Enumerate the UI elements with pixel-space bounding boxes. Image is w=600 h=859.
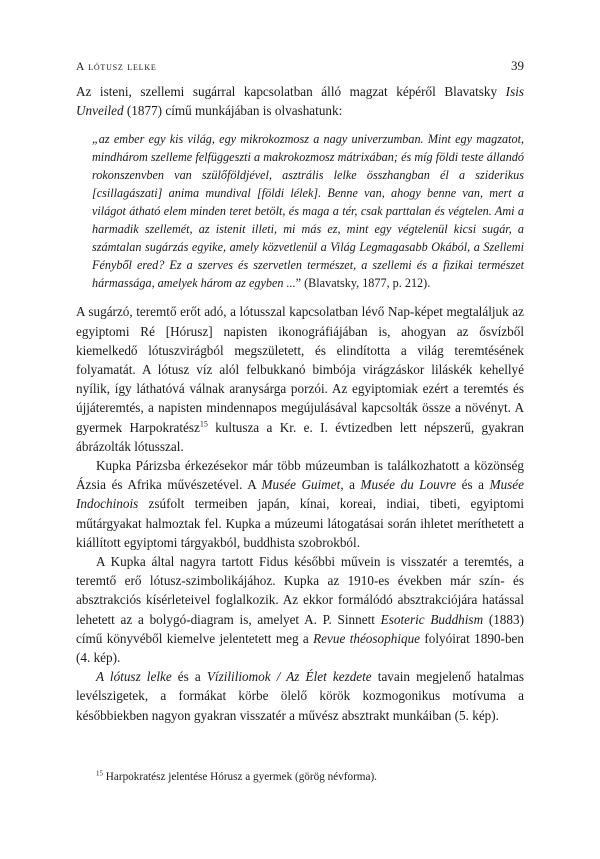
paragraph-4: A lótusz lelke és a Vízililiomok / Az Élet kezdete tavain megjelenő hatalmas levélszigetek, a formákat körbe ölelő körök kozmogonikus motívuma a későbbiekben nagyon gyakran visszatér a művész absztrakt munkáiban (5. kép). bbox=[76, 669, 525, 723]
book-title: Isis Unveiled bbox=[76, 84, 524, 119]
quote-citation: ” (Blavatsky, 1877, p. 212). bbox=[295, 276, 431, 291]
running-header bbox=[76, 58, 524, 74]
paragraph-1: A sugárzó, teremtő erőt adó, a lótusszal kapcsolatban lévő Nap-képet megtaláljuk az egyiptomi Ré [Hórusz] napisten ikonográfiájában is, ahogyan az ősvízből kiemelkedő lótuszvirágból megszületett, és elindította a világ teremtésének folyamatát. A lótusz víz alól felbukkanó bimbója virágzáskor liláskék kehellyé nyílik, így láthatóvá válnak aranysárga porzói. Az egyiptomiak ezért a teremtés és újjáteremtés, a napisten mindennapos megújulásával kapcsolták össze a növényt. A gyermek Harpokratész$^{15}$ kultusza a Kr. e. I. évtizedben lett népszerű, gyakran ábrázolták lótusszal. bbox=[76, 304, 525, 454]
main-text bbox=[76, 82, 524, 725]
footnote-ref: 15 bbox=[199, 419, 208, 429]
block-quote: „az ember egy kis világ, egy mikrokozmosz a nagy univerzumban. Mint egy magzatot, mindhárom szelleme felfüggeszti a makrokozmosz mátrixában; és míg földi teste állandó rokonszenvben van szülőföldjével, asztrális lelke összhangban él a sziderikus [csillagászati] anima mundival [földi lélek]. Benne van, ahogy benne van, mert a világot átható elem minden teret betölt, és maga a tér, csak parttalan és végtelen. Ami a harmadik szellemét, az istenit illeti, mi más ez, mint egy végtelenül kicsi sugár, a számtalan sugárzás egyike, amely közvetlenül a Világ Legmagasabb Okából, a Szellemi Fényből ered? Ez a szerves és szervetlen természet, a szellemi és a fizikai természet hármassága, amelyek három az egyben ...” (Blavatsky, 1877, p. 212). bbox=[92, 132, 524, 291]
paragraph-3: A Kupka által nagyra tartott Fidus későbbi művein is visszatér a teremtés, a teremtő erő lótusz-szimbolikájához. Kupka az 1910-es években már szín- és absztrakciós kísérleteivel foglalkozik. Az ekkor formálódó absztrakciójára hatással lehetett az a bolygó-diagram is, amelyet A. P. Sinnett Esoteric Buddhism (1883) című könyvéből kiemelve jelentetett meg a Revue théosophique folyóirat 1890-ben (4. kép). bbox=[76, 554, 524, 666]
intro-paragraph: Az isteni, szellemi sugárral kapcsolatban álló magzat képéről Blavatsky Isis Unveiled (1877) című munkájában is olvashatunk: bbox=[76, 84, 524, 119]
footnote-mark: 15 bbox=[96, 769, 103, 778]
page-number: 39 bbox=[511, 58, 524, 73]
running-title: A lótusz lelke bbox=[76, 61, 157, 73]
footnote bbox=[96, 770, 516, 785]
paragraph-2: Kupka Párizsba érkezésekor már több múzeumban is találkozhatott a közönség Ázsia és Afrika művészetével. A Musée Guimet, a Musée du Louvre és a Musée Indochinois zsúfolt termeiben japán, kínai, koreai, indiai, tibeti, egyiptomi műtárgyakat halmoztak fel. Kupka a múzeumi látogatásai során ihletet meríthetett a kiállított egyiptomi tárgyakból, buddhista szobrokból. bbox=[76, 458, 524, 550]
footnote-text: Harpokratész jelentése Hórusz a gyermek (görög névforma). bbox=[103, 771, 377, 783]
